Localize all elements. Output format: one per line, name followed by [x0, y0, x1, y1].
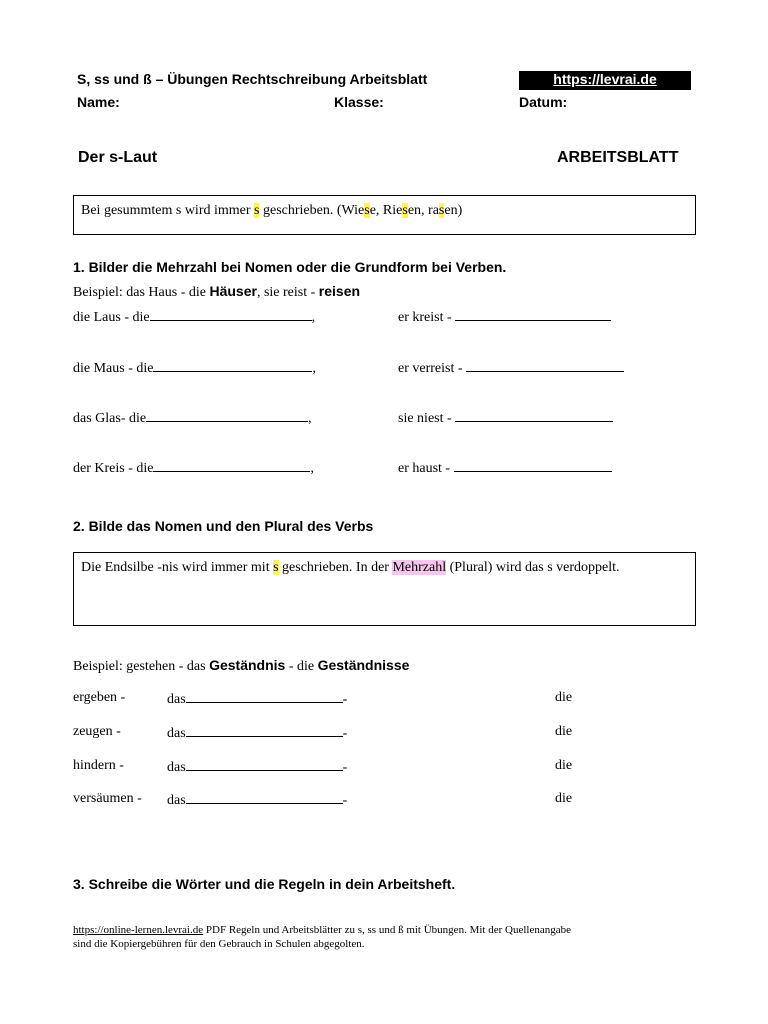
answer-blank[interactable]: [454, 459, 612, 472]
comma: ,: [311, 310, 316, 325]
highlighted-mehrzahl: Mehrzahl: [392, 560, 447, 575]
prompt-text: die Maus - die: [73, 361, 154, 376]
article-das: das: [167, 793, 186, 808]
rule-text-part: Bei gesummtem s wird immer: [81, 203, 255, 218]
verb-prompt: ergeben -: [73, 690, 126, 705]
article-das: das: [167, 760, 186, 775]
comma: ,: [308, 411, 312, 426]
answer-blank[interactable]: [153, 359, 312, 372]
article-das: das: [167, 692, 186, 707]
rule-text-part: en, ra: [407, 203, 439, 218]
rule-text-part: e, Rie: [369, 203, 403, 218]
example-text: Beispiel: gestehen - das: [73, 659, 210, 674]
rule-text: [81, 560, 620, 576]
prompt-text: die Laus - die: [73, 310, 150, 325]
prompt-text: er verreist -: [398, 361, 467, 376]
noun-answer-row: [167, 690, 347, 708]
answer-blank[interactable]: [455, 308, 611, 321]
verb-prompt: versäumen -: [73, 791, 142, 806]
verb-prompt: zeugen -: [73, 724, 121, 739]
exercise-row: [398, 359, 624, 377]
example-text: Beispiel: das Haus - die: [73, 285, 210, 300]
section-2-title: 2. Bilde das Nomen und den Plural des Verbs: [73, 518, 374, 534]
dash: -: [342, 692, 348, 707]
prompt-text: sie niest -: [398, 411, 456, 426]
example-answer: Häuser: [209, 283, 257, 299]
class-label: Klasse:: [334, 94, 384, 110]
noun-answer-row: [167, 791, 347, 809]
prompt-text: das Glas- die: [73, 411, 147, 426]
rule-text-part: (Plural) wird das s verdoppelt.: [446, 560, 620, 575]
highlighted-s: s: [254, 203, 260, 218]
noun-answer-row: [167, 758, 347, 776]
exercise-row: [398, 308, 611, 326]
prompt-text: der Kreis - die: [73, 461, 154, 476]
exercise-row: [73, 359, 316, 377]
dash: -: [342, 726, 348, 741]
footer-link[interactable]: https://online-lernen.levrai.de: [73, 924, 204, 936]
answer-blank[interactable]: [150, 308, 312, 321]
section-2-example: [73, 657, 409, 675]
website-link[interactable]: [519, 71, 691, 90]
article-die: die: [555, 690, 573, 705]
date-label: Datum:: [519, 94, 568, 110]
rule-text-part: en): [444, 203, 463, 218]
exercise-row: [398, 459, 612, 477]
rule-text-part: Die Endsilbe -nis wird immer mit: [81, 560, 274, 575]
verb-prompt: hindern -: [73, 758, 124, 773]
article-das: das: [167, 726, 186, 741]
dash: -: [342, 793, 348, 808]
highlighted-s: s: [438, 203, 445, 218]
highlighted-s: s: [402, 203, 408, 218]
article-die: die: [555, 758, 573, 773]
name-label: Name:: [77, 94, 120, 110]
answer-blank[interactable]: [153, 459, 310, 472]
answer-blank[interactable]: [186, 758, 343, 771]
worksheet-title: S, ss und ß – Übungen Rechtschreibung Arbeitsblatt: [77, 71, 428, 87]
noun-answer-row: [167, 724, 347, 742]
example-answer: reisen: [318, 283, 361, 299]
answer-blank[interactable]: [455, 409, 613, 422]
exercise-row: [73, 409, 312, 427]
answer-blank[interactable]: [146, 409, 308, 422]
comma: ,: [312, 361, 316, 376]
prompt-text: er haust -: [398, 461, 454, 476]
comma: ,: [310, 461, 314, 476]
rule-text-part: geschrieben. In der: [278, 560, 393, 575]
page-heading: Der s-Laut: [78, 149, 158, 166]
article-die: die: [555, 724, 573, 739]
worksheet-label: ARBEITSBLATT: [557, 149, 679, 166]
answer-blank[interactable]: [186, 690, 343, 703]
example-answer: Geständnis: [209, 657, 286, 673]
example-text: - die: [285, 659, 318, 674]
rule-box-voiced-s: [73, 195, 696, 235]
section-1-example: [73, 283, 360, 301]
answer-blank[interactable]: [186, 791, 343, 804]
answer-blank[interactable]: [186, 724, 343, 737]
dash: -: [342, 760, 348, 775]
section-1-title: 1. Bilder die Mehrzahl bei Nomen oder die Grundform bei Verben.: [73, 259, 507, 275]
prompt-text: er kreist -: [398, 310, 456, 325]
highlighted-s: s: [273, 560, 279, 575]
exercise-row: [73, 459, 314, 477]
exercise-row: [73, 308, 315, 326]
answer-blank[interactable]: [466, 359, 624, 372]
example-text: , sie reist -: [256, 285, 319, 300]
example-answer: Geständnisse: [317, 657, 410, 673]
rule-text-part: geschrieben. (Wie: [259, 203, 365, 218]
rule-box-nis: [73, 552, 696, 626]
footer-note: [73, 923, 583, 951]
rule-text: [81, 203, 462, 219]
footer-text: PDF Regeln und Arbeitsblätter zu s, ss und ß mit Übungen. Mit der Quellenangabe sind die Kopiergebühren für den Gebrauch in Schulen abgegolten.: [73, 924, 571, 950]
article-die: die: [555, 791, 573, 806]
exercise-row: [398, 409, 613, 427]
website-link-text: https://levrai.de: [553, 71, 657, 87]
section-3-title: 3. Schreibe die Wörter und die Regeln in dein Arbeitsheft.: [73, 876, 456, 892]
highlighted-s: s: [364, 203, 370, 218]
